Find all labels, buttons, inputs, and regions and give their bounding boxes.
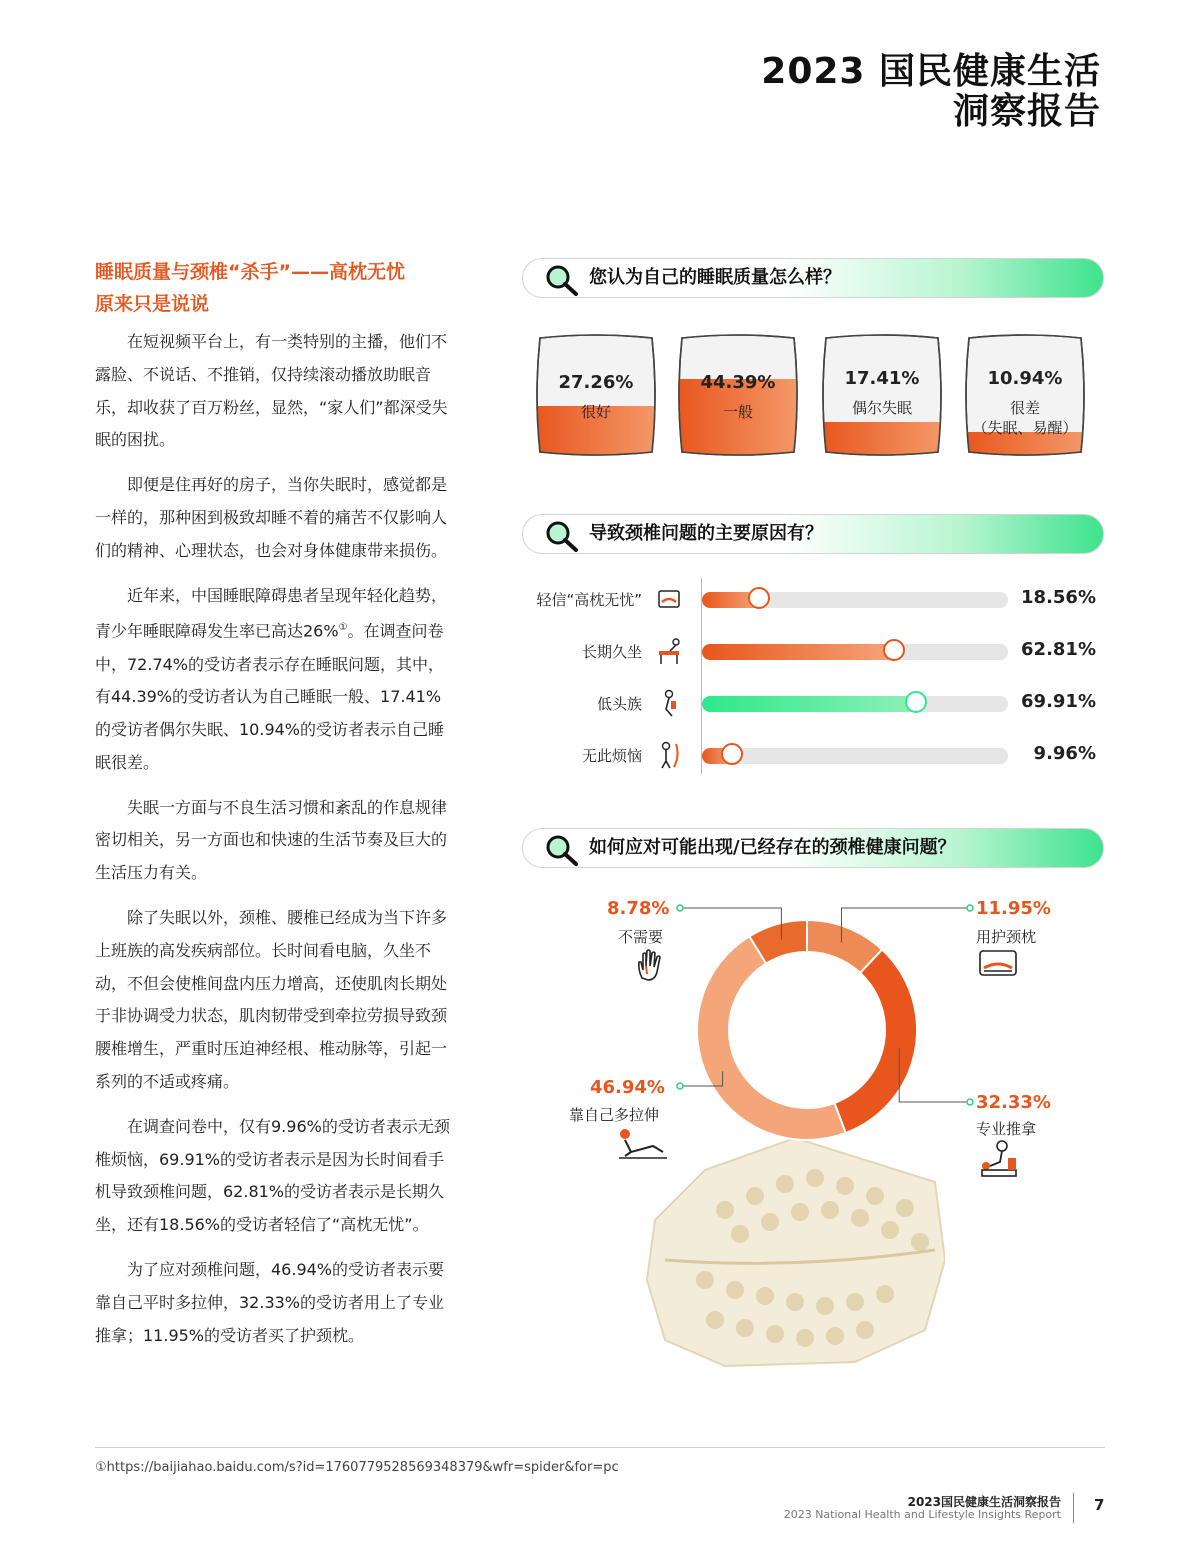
cause-value: 18.56%	[1021, 587, 1096, 608]
desk-sitting-icon	[656, 637, 682, 665]
donut-label-none: 不需要	[618, 928, 664, 946]
pillow-value: 27.26%	[558, 372, 634, 393]
massage-icon	[978, 1140, 1020, 1180]
magnifier-icon	[543, 519, 581, 553]
donut-value-stretch: 46.94%	[590, 1077, 665, 1098]
cause-knob	[905, 691, 927, 713]
hand-icon	[634, 948, 666, 982]
pillow-icon	[820, 332, 944, 458]
question-bar-sleep	[522, 258, 1104, 298]
cause-value: 9.96%	[1033, 743, 1096, 764]
relaxed-person-icon	[656, 741, 682, 769]
pillow-card	[534, 332, 658, 458]
footnote-marker: ①	[338, 622, 348, 634]
report-title-line1: 2023 国民健康生活	[761, 51, 1101, 92]
paragraph-3-a: 近年来，中国睡眠障碍患者呈现年轻化趋势，青少年睡眠障碍发生率已高达26%	[95, 585, 448, 641]
article	[95, 256, 455, 1364]
paragraph-2: 即便是住再好的房子，当你失眠时，感觉都是一样的，那种困到极致却睡不着的痛苦不仅影响人们的精神、心理状态，也会对身体健康带来损伤。	[95, 475, 448, 560]
pillow-label: 偶尔失眠	[851, 399, 912, 417]
pillow-card	[676, 332, 800, 458]
paragraph-6: 在调查问卷中，仅有9.96%的受访者表示无颈椎烦恼，69.91%的受访者表示是因为长时间看手机导致颈椎问题，62.81%的受访者表示是长期久坐，还有18.56%的受访者轻信了“高枕无忧”。	[95, 1116, 450, 1235]
pillow-label: 很差	[1009, 399, 1040, 417]
cause-label: 长期久坐	[581, 643, 642, 661]
cause-track	[702, 696, 1008, 712]
footnote-divider	[95, 1447, 1105, 1448]
paragraph-7: 为了应对颈椎问题，46.94%的受访者表示要靠自己平时多拉伸，32.33%的受访者用上了专业推拿；11.95%的受访者买了护颈枕。	[95, 1260, 445, 1345]
donut-leader-dot	[967, 1099, 973, 1105]
pillow-icon	[534, 332, 658, 458]
pillow-card	[963, 332, 1087, 458]
cause-row	[490, 689, 1120, 719]
donut-leader-dot	[677, 905, 683, 911]
cause-row	[490, 585, 1120, 615]
footnote: ①https://baijiahao.baidu.com/s?id=1760779528569348379&wfr=spider&for=pc	[95, 1460, 619, 1475]
pillow-value: 10.94%	[987, 368, 1063, 389]
question-bar-coping	[522, 828, 1104, 868]
footer-title-cn: 2023国民健康生活洞察报告	[907, 1495, 1061, 1509]
paragraph-3-b: 。在调查问卷中，72.74%的受访者表示存在睡眠问题，其中，有44.39%的受访者认为自己睡眠一般、17.41%的受访者偶尔失眠、10.94%的受访者表示自己睡眠很差。	[95, 621, 445, 772]
pillow-label: 很好	[580, 403, 611, 421]
donut-slice	[697, 936, 846, 1140]
report-title-line2: 洞察报告	[952, 91, 1101, 132]
pillow-label: 一般	[722, 403, 753, 421]
neck-pillow-icon	[978, 948, 1018, 978]
cause-value: 69.91%	[1021, 691, 1096, 712]
pillow-value: 17.41%	[844, 368, 920, 389]
question-causes: 导致颈椎问题的主要原因有？	[589, 523, 823, 544]
cause-row	[490, 637, 1120, 667]
donut-label-neck-pillow: 用护颈枕	[976, 928, 1037, 946]
pillow-icon	[676, 332, 800, 458]
page-number: 7	[1094, 1496, 1105, 1514]
pillow-card	[820, 332, 944, 458]
article-heading	[95, 256, 455, 320]
question-sleep: 您认为自己的睡眠质量怎么样？	[589, 267, 841, 288]
donut-value-neck-pillow: 11.95%	[976, 898, 1051, 919]
cause-row	[490, 741, 1120, 771]
pillow-label: （失眠、易醒）	[972, 419, 1078, 437]
cause-knob	[721, 743, 743, 765]
donut-leader-dot	[677, 1083, 683, 1089]
cause-fill-bar	[702, 696, 916, 712]
pillow-value: 44.39%	[700, 372, 776, 393]
stretch-icon	[617, 1126, 669, 1160]
paragraph-1: 在短视频平台上，有一类特别的主播，他们不露脸、不说话、不推销，仅持续滚动播放助眠音乐，却收获了百万粉丝，显然，“家人们”都深受失眠的困扰。	[95, 332, 448, 450]
cause-label: 低头族	[596, 695, 642, 713]
cause-track	[702, 748, 1008, 764]
cause-label: 轻信“高枕无忧”	[536, 591, 642, 609]
footer-title-en: 2023 National Health and Lifestyle Insights Report	[783, 1508, 1061, 1521]
cause-knob	[748, 587, 770, 609]
magnifier-icon	[543, 833, 581, 867]
footer-divider	[1073, 1493, 1074, 1523]
donut-value-massage: 32.33%	[976, 1092, 1051, 1113]
cause-fill-bar	[702, 644, 894, 660]
pillow-icon	[656, 585, 682, 613]
donut-label-stretch: 靠自己多拉伸	[569, 1106, 660, 1124]
question-coping: 如何应对可能出现/已经存在的颈椎健康问题？	[589, 837, 956, 858]
cause-knob	[883, 639, 905, 661]
pillow-icon	[963, 332, 1087, 458]
article-heading-line2: 原来只是说说	[95, 293, 210, 315]
report-title	[761, 52, 1101, 132]
cause-track	[702, 644, 1008, 660]
cause-label: 无此烦恼	[581, 747, 642, 765]
article-heading-line1: 睡眠质量与颈椎“杀手”——高枕无忧	[95, 261, 405, 283]
phone-user-icon	[656, 689, 682, 717]
donut-label-massage: 专业推拿	[976, 1120, 1037, 1138]
paragraph-5: 除了失眠以外，颈椎、腰椎已经成为当下许多上班族的高发疾病部位。长时间看电脑，久坐不动，不但会使椎间盘内压力增高，还使肌肉长期处于非协调受力状态，肌肉韧带受到牵拉劳损导致颈腰椎增生，严重时压迫神经根、椎动脉等，引起一系列的不适或疼痛。	[95, 908, 448, 1092]
magnifier-icon	[543, 263, 581, 297]
cause-track	[702, 592, 1008, 608]
donut-slice	[834, 950, 917, 1133]
question-bar-causes	[522, 514, 1104, 554]
cause-value: 62.81%	[1021, 639, 1096, 660]
paragraph-3	[95, 580, 455, 780]
donut-value-none: 8.78%	[607, 898, 670, 919]
donut-leader-dot	[967, 905, 973, 911]
paragraph-4: 失眠一方面与不良生活习惯和紊乱的作息规律密切相关，另一方面也和快速的生活节奏及巨大的生活压力有关。	[95, 797, 448, 883]
